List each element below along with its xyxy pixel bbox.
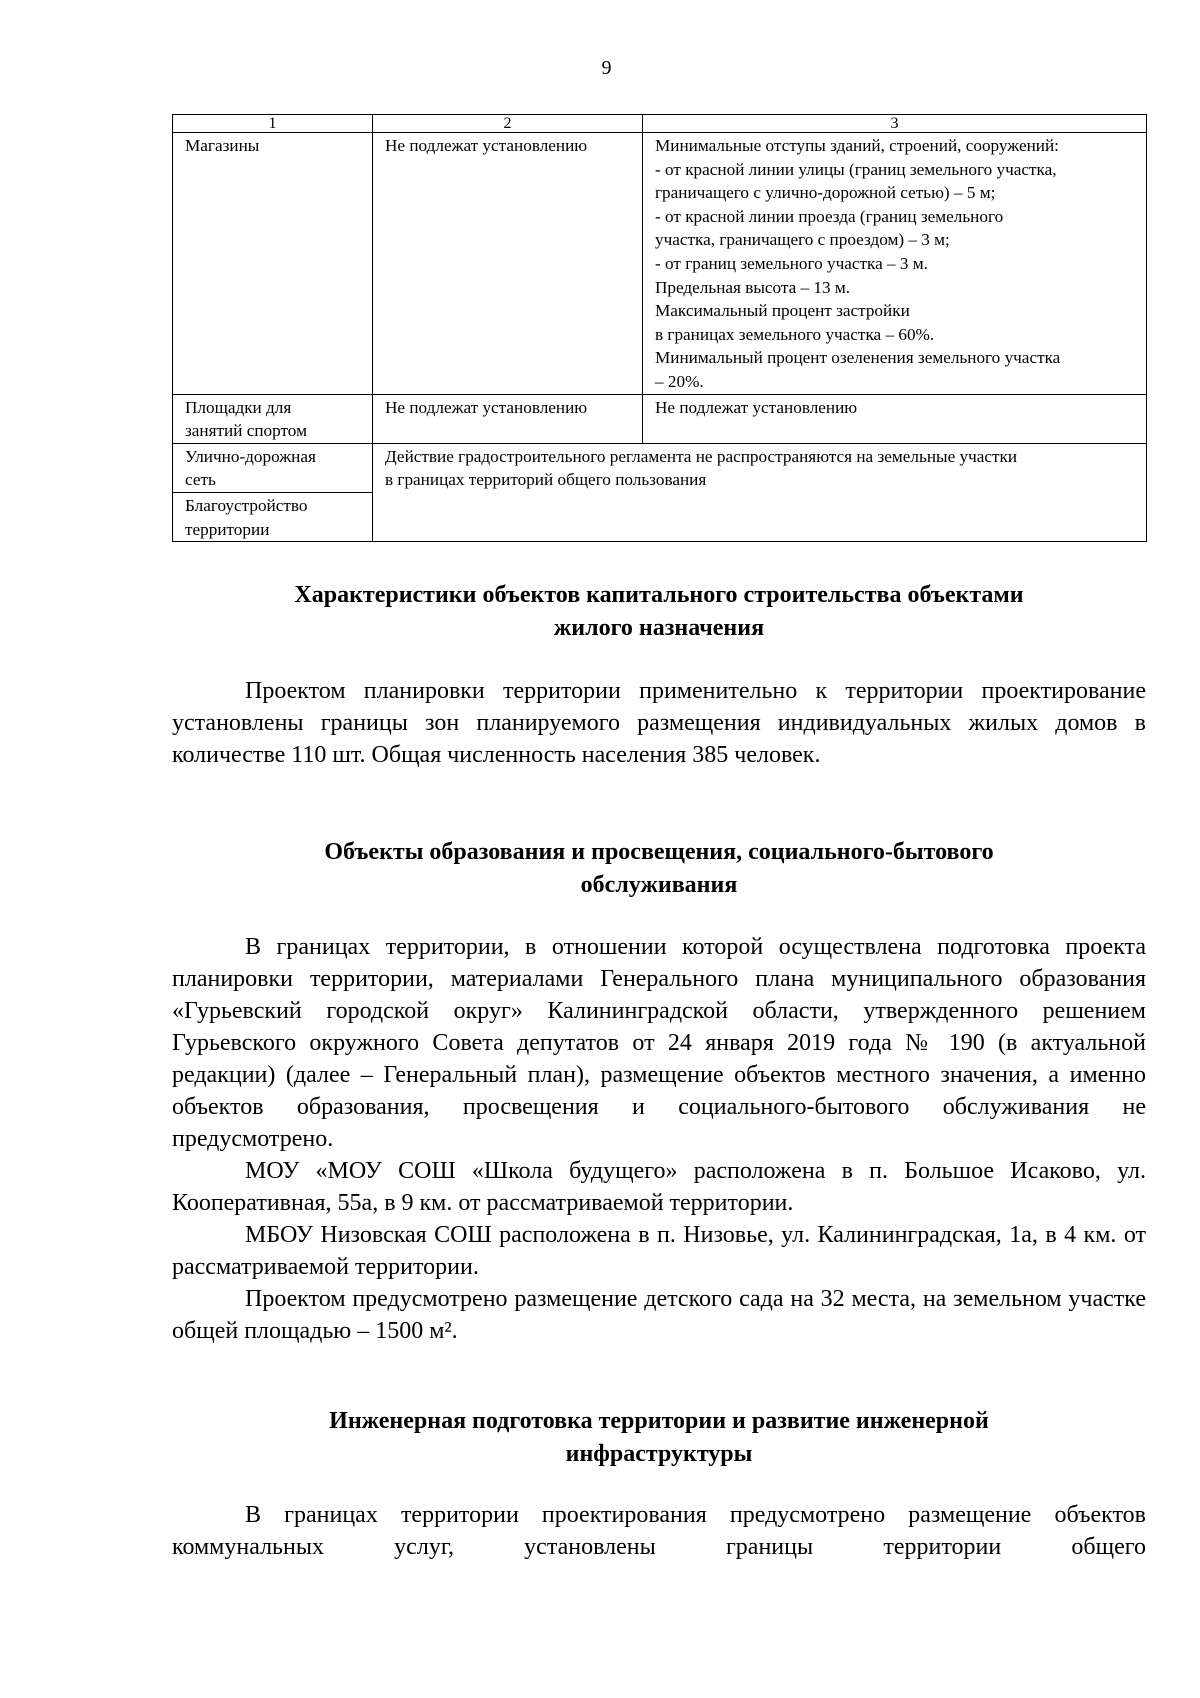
cell-line: занятий спортом bbox=[185, 421, 307, 441]
cell-line: в границах территорий общего пользования bbox=[385, 470, 707, 490]
section-engineering bbox=[172, 1405, 1146, 1471]
cell-line: Предельная высота – 13 м. bbox=[655, 277, 851, 297]
paragraph: Проектом планировки территории применительно к территории проектирование установлены границы зон планируемого размещения индивидуальных жилых домов в количестве 110 шт. Общая численность населения 385 человек. bbox=[172, 678, 1146, 768]
section-residential bbox=[172, 579, 1146, 645]
section-title bbox=[172, 579, 1146, 645]
cell-line: участка, граничащего с проездом) – 3 м; bbox=[655, 230, 950, 250]
paragraph: В границах территории, в отношении которой осуществлена подготовка проекта планировки территории, материалами Генерального плана муниципального образования «Гурьевский городской округ» Калининградской области, утвержденного решением Гурьевского окружного Совета депутатов от 24 января 2019 года № 190 (в актуальной редакции) (далее – Генеральный план), размещение объектов местного значения, а именно объектов образования, просвещения и социального-бытового обслуживания не предусмотрено. bbox=[172, 934, 1146, 1152]
table-header-cell: 3 bbox=[643, 115, 1147, 133]
table-header-cell: 2 bbox=[373, 115, 643, 133]
cell-line: Площадки для bbox=[185, 397, 292, 417]
table-header-row bbox=[173, 115, 1147, 133]
section-education bbox=[172, 836, 1146, 902]
table-cell: Магазины bbox=[173, 133, 373, 395]
table-cell bbox=[173, 443, 373, 492]
cell-line: Действие градостроительного регламента не распространяются на земельные участки bbox=[385, 446, 1018, 466]
table-cell: Не подлежат установлению bbox=[643, 394, 1147, 443]
section-title bbox=[172, 1405, 1146, 1471]
table-cell bbox=[173, 492, 373, 541]
section-residential-body bbox=[172, 675, 1146, 771]
cell-line: Благоустройство bbox=[185, 495, 308, 515]
table-cell bbox=[173, 394, 373, 443]
table-cell-merged bbox=[373, 443, 1147, 541]
cell-line: - от красной линии проезда (границ земельного bbox=[655, 206, 1004, 226]
title-line: инфраструктуры bbox=[565, 1441, 753, 1467]
section-title bbox=[172, 836, 1146, 902]
cell-line: Минимальные отступы зданий, строений, сооружений: bbox=[655, 136, 1059, 155]
title-line: жилого назначения bbox=[553, 615, 765, 641]
table-row bbox=[173, 443, 1147, 492]
paragraph: МБОУ Низовская СОШ расположена в п. Низовье, ул. Калининградская, 1а, в 4 км. от рассматриваемой территории. bbox=[172, 1222, 1146, 1280]
paragraph: МОУ «МОУ СОШ «Школа будущего» расположена в п. Большое Исаково, ул. Кооперативная, 55а, в 9 км. от рассматриваемой территории. bbox=[172, 1158, 1146, 1216]
cell-line: Максимальный процент застройки bbox=[655, 301, 910, 321]
title-line: Характеристики объектов капитального строительства объектами bbox=[294, 582, 1024, 608]
table-header-cell: 1 bbox=[173, 115, 373, 133]
title-line: Объекты образования и просвещения, социального-бытового bbox=[324, 839, 994, 865]
cell-line: Минимальный процент озеленения земельного участка bbox=[655, 348, 1061, 368]
cell-line: - от границ земельного участка – 3 м. bbox=[655, 253, 928, 273]
section-engineering-body bbox=[172, 1499, 1146, 1563]
title-line: Инженерная подготовка территории и развитие инженерной bbox=[329, 1408, 989, 1434]
paragraph: В границах территории проектирования предусмотрено размещение объектов коммунальных услуг, установлены границы территории общего bbox=[172, 1502, 1146, 1560]
regulations-table bbox=[172, 114, 1147, 542]
cell-line: в границах земельного участка – 60%. bbox=[655, 324, 935, 344]
section-education-body bbox=[172, 931, 1146, 1347]
table-cell-requirements bbox=[643, 133, 1147, 395]
table-cell: Не подлежат установлению bbox=[373, 394, 643, 443]
cell-line: территории bbox=[185, 519, 270, 539]
table-row bbox=[173, 133, 1147, 395]
cell-line: – 20%. bbox=[655, 371, 704, 391]
cell-line: сеть bbox=[185, 470, 216, 490]
page-number: 9 bbox=[601, 57, 612, 79]
cell-line: Улично-дорожная bbox=[185, 446, 316, 466]
paragraph: Проектом предусмотрено размещение детского сада на 32 места, на земельном участке общей площадью – 1500 м². bbox=[172, 1286, 1146, 1344]
title-line: обслуживания bbox=[580, 872, 738, 898]
table-cell: Не подлежат установлению bbox=[373, 133, 643, 395]
cell-line: - от красной линии улицы (границ земельного участка, bbox=[655, 159, 1057, 179]
cell-line: граничащего с улично-дорожной сетью) – 5 м; bbox=[655, 183, 996, 203]
table-row bbox=[173, 394, 1147, 443]
